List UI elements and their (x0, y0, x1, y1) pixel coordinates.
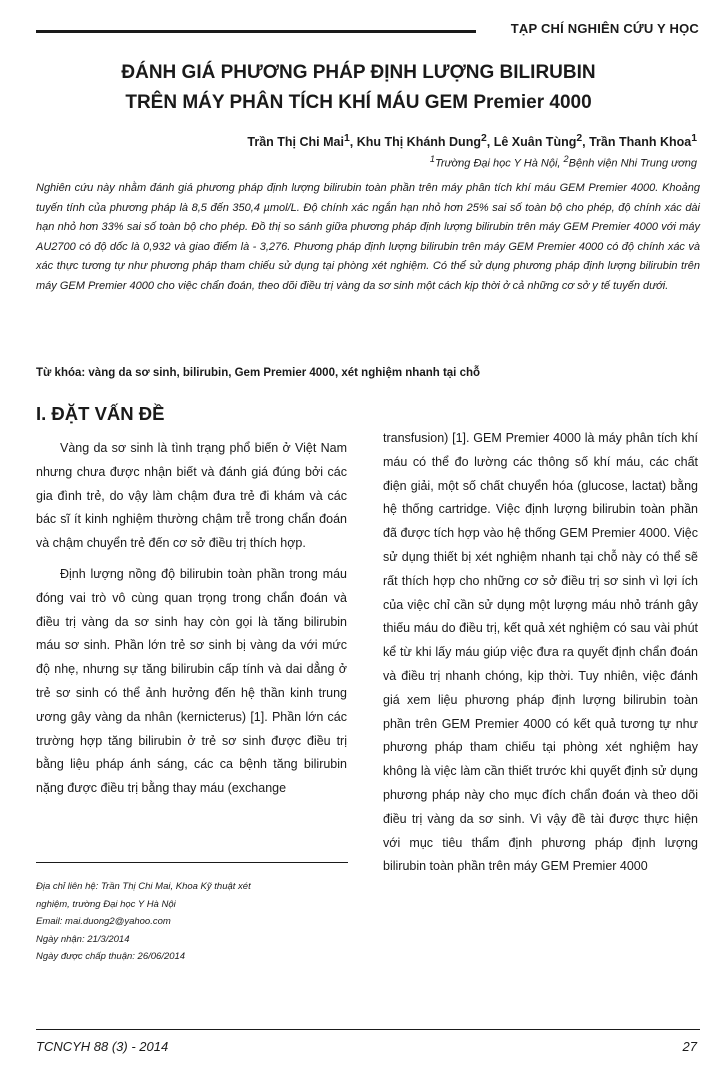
footnote (36, 878, 356, 966)
affiliations (430, 154, 697, 170)
journal-name: TẠP CHÍ NGHIÊN CỨU Y HỌC (510, 21, 699, 36)
affiliation-mark: 1 (429, 154, 435, 164)
author-list: Trần Thị Chi Mai$^1$, Khu Thị Khánh Dung$^2$, Lê Xuân Tùng$^2$, Trần Thanh Khoa$^1$ (247, 133, 697, 150)
body-paragraph: Vàng da sơ sinh là tình trạng phổ biến ở Việt Nam nhưng chưa được nhận biết và đánh giá đúng bởi các gia đình trẻ, do vậy làm chậm đưa trẻ đi khám và các bác sĩ ít kinh nghiệm thường chậm trễ trong chẩn đoán và chậm chuyển trẻ đến cơ sở điều trị thích hợp. (36, 441, 347, 551)
author-name: Khu Thị Khánh Dung (356, 135, 481, 150)
journal-issue: TCNCYH 88 (3) - 2014 (36, 1039, 169, 1054)
body-paragraph: transfusion) [1]. GEM Premier 4000 là máy phân tích khí máu có thể đo lường các thông số khí máu, các chất điện giải, một số chất chuyển hóa (glucose, lactat) bằng hệ thống cartridge. Việc định lượng bilirubin toàn phần đã được tích hợp vào hệ thống GEM Premier 4000. Việc sử dụng thiết bị xét nghiệm nhanh tại chỗ này có thể sẽ rất thích hợp cho những cơ sở điều trị sơ sinh vì lợi ích của việc chỉ cần sử dụng một lượng máu nhỏ tránh gây thiếu máu do điều trị, kết quả xét nghiệm có sau vài phút kể từ khi lấy máu giúp việc đưa ra quyết định chẩn đoán và điều trị nhanh chóng, kịp thời. Tuy nhiên, việc đánh giá xem liệu phương pháp định lượng bilirubin toàn phần trên GEM Premier 4000 có kết quả tương tự như phương pháp tham chiếu tại phòng xét nghiệm hay không là việc làm cần thiết trước khi quyết định sử dụng phương pháp này cho mục đích chẩn đoán và theo dõi điều trị vàng da sơ sinh. Vì vậy đề tài được thực hiện với mục tiêu thẩm định phương pháp định lượng bilirubin toàn phần trên máy GEM Premier 4000 (383, 431, 698, 874)
header-rule (36, 30, 476, 33)
author-affiliation-mark: 1 (691, 133, 697, 144)
body-paragraph: Định lượng nồng độ bilirubin toàn phần trong máu đóng vai trò vô cùng quan trọng trong chẩn đoán và điều trị vàng da sơ sinh hay còn gọi là tăng bilirubin máu sơ sinh. Phần lớn trẻ sơ sinh bị vàng da với mức độ nhẹ, nhưng sự tăng bilirubin cấp tính và dai dẳng ở trẻ sơ sinh có thể ảnh hưởng đến hệ thần kinh trung ương gây vàng da nhân (kernicterus) [1]. Phần lớn các trường hợp tăng bilirubin ở trẻ sơ sinh được điều trị bằng liệu pháp ánh sáng, các ca bệnh tăng bilirubin nặng được điều trị bằng thay máu (exchange (36, 566, 347, 796)
section-heading: I. ĐẶT VẤN ĐỀ (36, 403, 165, 424)
author-affiliation-mark: 2 (480, 133, 487, 144)
author-name: Lê Xuân Tùng (493, 135, 577, 150)
footnote-accepted-date: Ngày được chấp thuận: 26/06/2014 (36, 951, 186, 962)
body-column-left (36, 437, 347, 801)
footnote-received-date: Ngày nhận: 21/3/2014 (36, 933, 130, 945)
author-affiliation-mark: 2 (576, 133, 583, 144)
footer-rule (36, 1029, 700, 1030)
affiliation-text: Bệnh viện Nhi Trung ương (568, 157, 697, 170)
article-title (0, 58, 717, 118)
body-column-right (383, 427, 698, 879)
title-line-1: ĐÁNH GIÁ PHƯƠNG PHÁP ĐỊNH LƯỢNG BILIRUBIN (121, 62, 596, 83)
abstract: Nghiên cứu này nhằm đánh giá phương pháp định lượng bilirubin toàn phần trên máy phân tích khí máu GEM Premier 4000. Khoảng tuyến tính của phương pháp là 8,5 đến 350,4 µmol/L. Độ chính xác ngắn hạn nhỏ hơn 25% sai số toàn bộ cho phép, độ chính xác dài hạn nhỏ hơn 33% sai số toàn bộ cho phép. Đồ thị so sánh giữa phương pháp định lượng bilirubin trên máy GEM Premier 4000 với máy AU2700 có độ dốc là 0,932 và giao điểm là - 3,276. Phương pháp định lượng bilirubin trên máy GEM Premier 4000 có độ chính xác và xác thực tương tự như phương pháp tham chiếu sử dụng tại phòng xét nghiệm. Có thể sử dụng phương pháp định lượng bilirubin trên máy GEM Premier 4000 cho việc chẩn đoán, theo dõi điều trị vàng da sơ sinh một cách kịp thời ở cả những cơ sở y tế tuyến dưới. (36, 182, 700, 292)
footnote-line: nghiệm, trường Đại học Y Hà Nội (36, 898, 176, 910)
page-number: 27 (682, 1039, 697, 1054)
affiliation-mark: 2 (563, 154, 569, 164)
footnote-line: Địa chỉ liên hệ: Trần Thị Chi Mai, Khoa Kỹ thuật xét (36, 881, 251, 892)
title-line-2: TRÊN MÁY PHÂN TÍCH KHÍ MÁU GEM Premier 4000 (125, 92, 592, 113)
author-name: Trần Thị Chi Mai (247, 135, 344, 150)
keywords: Từ khóa: vàng da sơ sinh, bilirubin, Gem Premier 4000, xét nghiệm nhanh tại chỗ (36, 367, 481, 379)
author-name: Trần Thanh Khoa (589, 135, 692, 150)
author-affiliation-mark: 1 (343, 133, 350, 144)
footnote-email: Email: mai.duong2@yahoo.com (36, 916, 171, 927)
footnote-rule (36, 862, 348, 863)
affiliation-text: Trường Đại học Y Hà Nội, (434, 157, 564, 170)
